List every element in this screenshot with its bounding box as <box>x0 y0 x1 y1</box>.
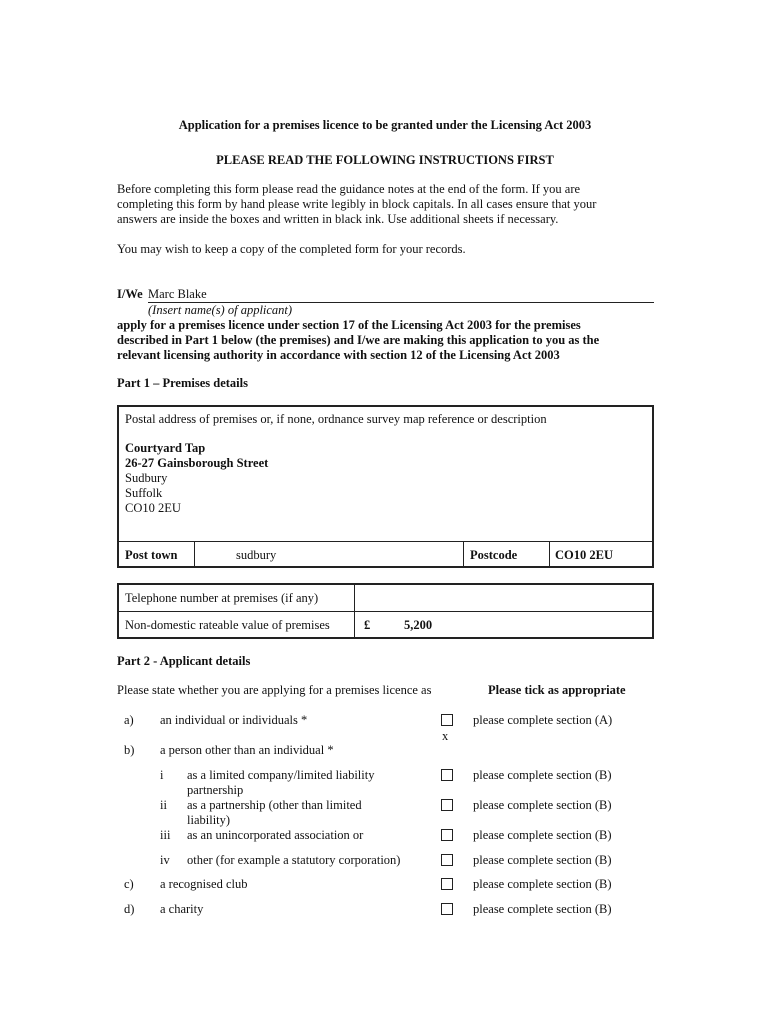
option-label-line: liability) <box>187 813 231 827</box>
checkbox-limited-company[interactable] <box>441 769 453 781</box>
address-line: Sudbury <box>125 471 168 485</box>
applicant-statement <box>117 318 657 363</box>
intro-paragraph <box>117 182 657 227</box>
applicant-name-field[interactable] <box>148 287 654 303</box>
checkbox-partnership[interactable] <box>441 799 453 811</box>
address-label: Postal address of premises or, if none, ordnance survey map reference or description <box>125 412 547 426</box>
checkbox-mark: x <box>442 729 449 743</box>
option-label-recognised-club: a recognised club <box>160 877 248 891</box>
option-label-limited-company <box>187 768 374 798</box>
address-line: Suffolk <box>125 486 163 500</box>
postcode-label: Postcode <box>470 548 518 562</box>
premises-address-box <box>117 405 654 568</box>
option-label-line: partnership <box>187 783 244 797</box>
premises-contact-box <box>117 583 654 639</box>
option-label-individual: an individual or individuals * <box>160 713 308 727</box>
option-label-partnership <box>187 798 362 828</box>
statement-line: described in Part 1 below (the premises) and I/we are making this application to you as the <box>117 333 600 347</box>
option-marker: c) <box>124 877 134 891</box>
form-title: Application for a premises licence to be granted under the Licensing Act 2003 <box>178 118 592 132</box>
tick-heading: Please tick as appropriate <box>488 683 626 697</box>
intro-line: answers are inside the boxes and written in black ink. Use additional sheets if necessary. <box>117 212 559 226</box>
option-action: please complete section (B) <box>473 768 612 782</box>
post-town-field[interactable]: sudbury <box>236 548 277 562</box>
address-value[interactable] <box>125 441 268 516</box>
part2-heading: Part 2 - Applicant details <box>117 654 251 668</box>
option-marker: b) <box>124 743 135 757</box>
option-action: please complete section (B) <box>473 877 612 891</box>
col-divider <box>549 541 550 566</box>
applicant-name-value: Marc Blake <box>148 287 207 301</box>
part1-heading: Part 1 – Premises details <box>117 376 248 390</box>
col-divider <box>463 541 464 566</box>
postcode-field[interactable]: CO10 2EU <box>555 548 613 562</box>
intro-line: completing this form by hand please write legibly in block capitals. In all cases ensure that your <box>117 197 597 211</box>
checkbox-recognised-club[interactable] <box>441 878 453 890</box>
option-marker: a) <box>124 713 134 727</box>
option-label-line: as a partnership (other than limited <box>187 798 362 812</box>
row-divider <box>119 611 652 612</box>
option-label-charity: a charity <box>160 902 204 916</box>
option-action: please complete section (B) <box>473 902 612 916</box>
option-label-unincorporated: as an unincorporated association or <box>187 828 364 842</box>
post-town-label: Post town <box>125 548 178 562</box>
intro-line: Before completing this form please read the guidance notes at the end of the form. If you are <box>117 182 581 196</box>
option-label-other-person: a person other than an individual * <box>160 743 334 757</box>
option-action: please complete section (B) <box>473 828 612 842</box>
instructions-heading: PLEASE READ THE FOLLOWING INSTRUCTIONS FIRST <box>216 153 554 167</box>
checkbox-individual[interactable] <box>441 714 453 726</box>
checkbox-other-corporation[interactable] <box>441 854 453 866</box>
option-action: please complete section (A) <box>473 713 613 727</box>
address-line: Courtyard Tap <box>125 441 206 455</box>
checkbox-charity[interactable] <box>441 903 453 915</box>
telephone-label: Telephone number at premises (if any) <box>125 591 319 605</box>
option-marker: ii <box>160 798 167 812</box>
option-action: please complete section (B) <box>473 853 612 867</box>
option-marker: d) <box>124 902 135 916</box>
option-action: please complete section (B) <box>473 798 612 812</box>
option-marker: iv <box>160 853 170 867</box>
applicant-name-hint: (Insert name(s) of applicant) <box>148 303 293 317</box>
currency-symbol: £ <box>364 618 371 632</box>
statement-line: apply for a premises licence under section 17 of the Licensing Act 2003 for the premises <box>117 318 581 332</box>
option-marker: i <box>160 768 164 782</box>
address-line: 26-27 Gainsborough Street <box>125 456 269 470</box>
copy-note: You may wish to keep a copy of the completed form for your records. <box>117 242 466 256</box>
option-label-other-corporation: other (for example a statutory corporation) <box>187 853 401 867</box>
statement-line: relevant licensing authority in accordance with section 12 of the Licensing Act 2003 <box>117 348 560 362</box>
checkbox-unincorporated[interactable] <box>441 829 453 841</box>
applicant-prefix: I/We <box>117 287 143 301</box>
applicant-type-question: Please state whether you are applying for a premises licence as <box>117 683 432 697</box>
option-marker: iii <box>160 828 171 842</box>
col-divider <box>354 585 355 637</box>
option-label-line: as a limited company/limited liability <box>187 768 375 782</box>
rateable-value-label: Non-domestic rateable value of premises <box>125 618 330 632</box>
address-line: CO10 2EU <box>125 501 181 515</box>
rateable-value-field[interactable]: 5,200 <box>404 618 433 632</box>
row-divider <box>119 541 652 542</box>
col-divider <box>194 541 195 566</box>
